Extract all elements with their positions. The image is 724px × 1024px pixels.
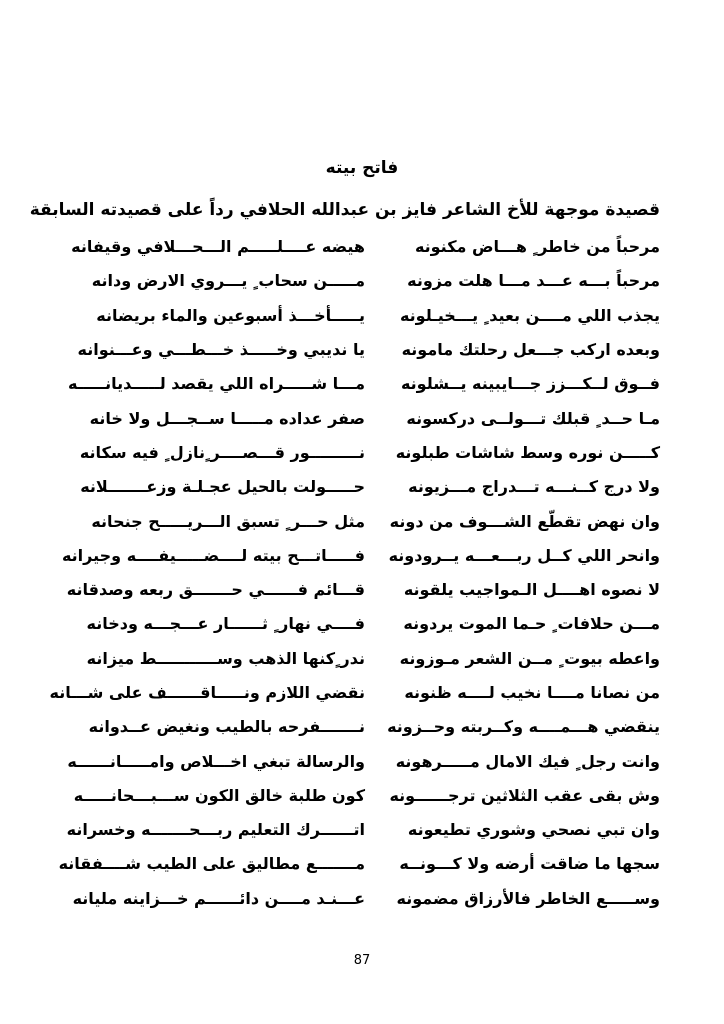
poem-verse bbox=[49, 676, 660, 710]
poem-verses bbox=[49, 230, 660, 916]
poem-verse bbox=[71, 230, 660, 264]
poem-verse bbox=[68, 367, 660, 401]
verse-first-hemistich: وســـــع الخاطر فالأرزاق مضمونه bbox=[396, 888, 660, 908]
page-number: 87 bbox=[353, 953, 371, 968]
verse-second-hemistich: هيضه عــــلـــــم الـــحـــلافي وقيفانه bbox=[71, 237, 365, 257]
verse-first-hemistich: وان تبي نصحي وشوري تطيعونه bbox=[407, 820, 660, 840]
poem-verse bbox=[67, 744, 660, 778]
poem-verse bbox=[61, 539, 660, 573]
poem-verse bbox=[90, 710, 660, 744]
verse-first-hemistich: مرحباً من خاطر ٍ هـــاض مكنونه bbox=[414, 237, 660, 257]
verse-second-hemistich: يـــــأخـــذ أسبوعين والماء بريضانه bbox=[96, 305, 365, 325]
verse-second-hemistich: يا نديبي وخـــــذ خـــطـــي وعـــنوانه bbox=[77, 340, 365, 360]
poem-verse bbox=[72, 882, 660, 916]
verse-second-hemistich: قـــائم فــــــي حـــــــق ربعه وصدقانه bbox=[66, 580, 365, 600]
verse-first-hemistich: وان نهض تقطّع الشـــوف من دونه bbox=[389, 511, 660, 531]
verse-second-hemistich: فـــــاتـــح بيته لــــضـــــيفــــه وجيرانه bbox=[61, 545, 365, 565]
verse-first-hemistich: من نصانا مــــا نخيب لــــه ظنونه bbox=[404, 683, 660, 702]
verse-first-hemistich: ينقضي هـــمــــه وكــربته وحــزونه bbox=[387, 717, 660, 737]
poem-verse bbox=[58, 847, 660, 881]
verse-first-hemistich: لا نصوه اهــــل الـمواجيب يلقونه bbox=[403, 580, 660, 600]
poem-verse bbox=[90, 264, 660, 298]
verse-second-hemistich: عـــنـد مــــن دائــــــم خـــزاينه مليانه bbox=[72, 888, 365, 908]
poem-verse bbox=[66, 813, 660, 847]
verse-second-hemistich: مثل حـــر ٍ تسبق الـــريـــــح جنحانه bbox=[91, 511, 365, 531]
verse-first-hemistich: سجها ما ضاقت أرضه ولا كـــونــه bbox=[399, 854, 660, 874]
poem-verse bbox=[79, 436, 660, 470]
poem-subtitle: قصيدة موجهة للأخ الشاعر فايز بن عبدالله الحلافي رداً على قصيدته السابقة bbox=[29, 200, 660, 220]
verse-second-hemistich: نقضي اللازم ونـــــاقــــــف على شـــانه bbox=[49, 683, 365, 702]
verse-second-hemistich: اتــــــرك التعليم ربـــحـــــــه وخسرانه bbox=[66, 820, 365, 840]
poem-verse bbox=[90, 299, 660, 333]
poem-verse bbox=[86, 642, 660, 676]
verse-second-hemistich: حـــــولت بالحيل عجـلـة وزعـــــــلانه bbox=[80, 477, 365, 497]
verse-second-hemistich: مـــــــع مطاليق على الطيب شــــفقانه bbox=[58, 854, 365, 874]
verse-second-hemistich: فــــي نهار ٍ ثــــــار عـــجـــه ودخانه bbox=[86, 614, 365, 634]
verse-first-hemistich: يجذب اللي مــــن بعيد ٍ يـــخيـلونه bbox=[399, 305, 660, 325]
verse-first-hemistich: ولا درج كــنـــه تـــدراج مـــزيونه bbox=[408, 477, 660, 497]
verse-second-hemistich: مـــــن سحاب ٍ يـــروي الارض ودانه bbox=[91, 271, 365, 291]
verse-first-hemistich: وانت رجل ٍ فيك الامال مـــــرهونه bbox=[395, 751, 660, 771]
poem-verse bbox=[86, 607, 660, 641]
verse-first-hemistich: وانحر اللي كــل ربـــعـــه يــرودونه bbox=[388, 545, 660, 565]
poem-verse bbox=[80, 470, 660, 504]
verse-second-hemistich: نـــــــــور قـــصــــر ٍنازل ٍ فيه سكانه bbox=[79, 442, 365, 462]
poem-title: فاتح بيته bbox=[325, 158, 399, 178]
verse-first-hemistich: كـــــن نوره وسط شاشات طبلونه bbox=[395, 442, 660, 462]
poem-verse bbox=[90, 401, 660, 435]
poem-verse bbox=[73, 779, 660, 813]
verse-second-hemistich: نـــــــفرحه بالطيب ونغيض عــدوانه bbox=[88, 717, 365, 737]
poem-verse bbox=[66, 573, 660, 607]
verse-first-hemistich: وش بقى عقب الثلاثين ترجــــــونه bbox=[389, 785, 660, 805]
verse-second-hemistich: مـــا شـــــراه اللي يقصد لـــــديانـــــه bbox=[68, 374, 365, 394]
verse-second-hemistich: والرسالة تبغي اخـــلاص وامـــــانــــــه bbox=[67, 751, 365, 771]
verse-second-hemistich: كون طلبة خالق الكون ســـبـــحانـــــه bbox=[73, 785, 365, 805]
verse-first-hemistich: وبعده اركب جـــعل رحلتك مامونه bbox=[401, 340, 660, 360]
verse-first-hemistich: مـا حــد ٍ قبلك تـــولــى دركسونه bbox=[406, 408, 660, 428]
verse-first-hemistich: فــوق لــكـــزز جـــايبينه يــشلونه bbox=[400, 374, 660, 394]
verse-second-hemistich: ندر ٍكنها الذهب وســـــــــــط ميزانه bbox=[86, 648, 365, 668]
verse-first-hemistich: مـــن حلافات ٍ حـما الموت يردونه bbox=[403, 614, 660, 634]
poem-verse bbox=[90, 504, 660, 538]
verse-first-hemistich: واعطه بيوت ٍ مــن الشعر مـوزونه bbox=[399, 648, 660, 668]
verse-first-hemistich: مرحباً بـــه عـــد مـــا هلت مزونه bbox=[407, 271, 660, 291]
verse-second-hemistich: صفر عداده مـــــا ســجـــل ولا خانه bbox=[89, 408, 365, 428]
poem-verse bbox=[77, 333, 660, 367]
